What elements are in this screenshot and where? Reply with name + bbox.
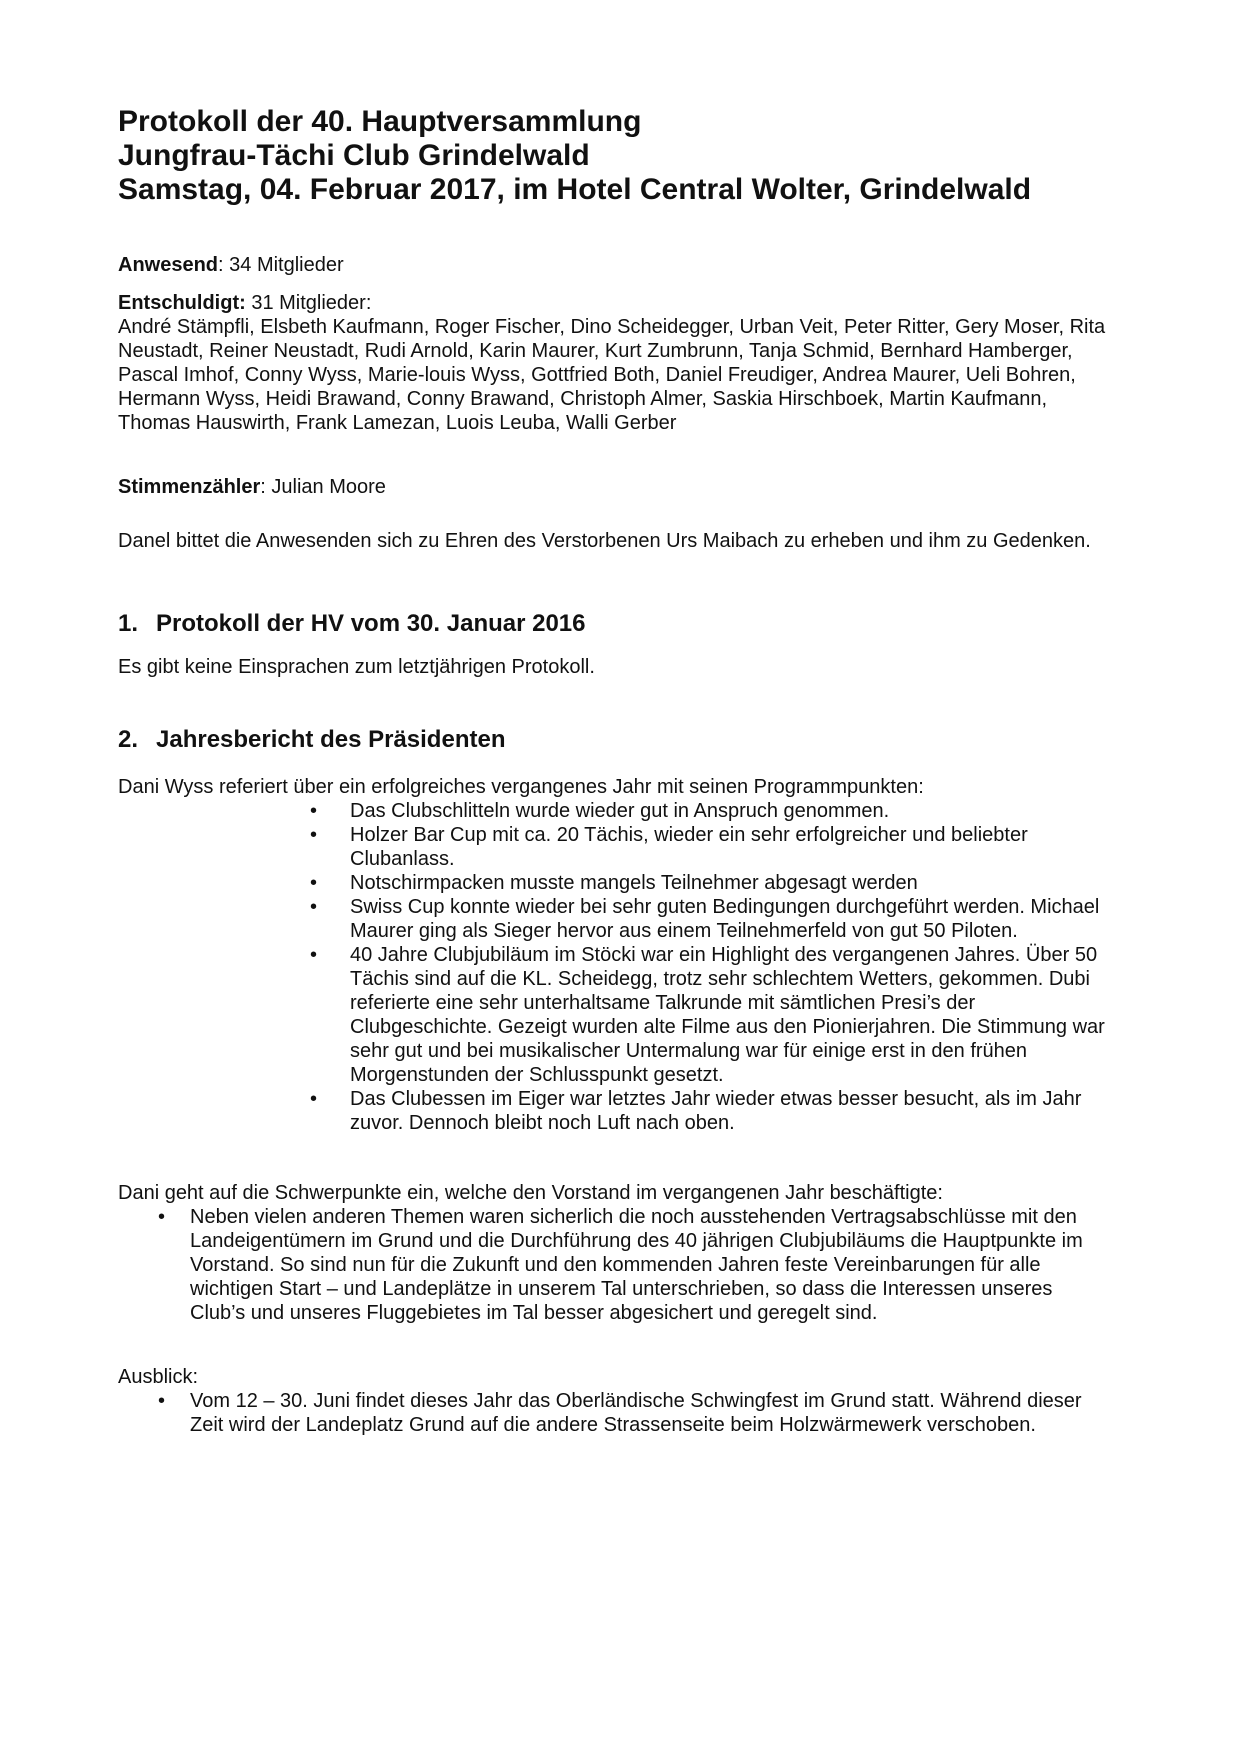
title-line-2: Jungfrau-Tächi Club Grindelwald <box>118 139 590 172</box>
title-line-1: Protokoll der 40. Hauptversammlung <box>118 105 642 138</box>
list-item: • Das Clubschlitteln wurde wieder gut in Anspruch genommen. <box>310 799 1109 823</box>
outlook-list <box>158 1389 1109 1437</box>
focus-intro: Dani geht auf die Schwerpunkte ein, welche den Vorstand im vergangenen Jahr beschäftigte: <box>118 1182 943 1204</box>
section-1-number: 1. <box>118 610 139 637</box>
list-item: • 40 Jahre Clubjubiläum im Stöcki war ein Highlight des vergangenen Jahres. Über 50 Tächis sind auf die KL. Scheidegg, trotz sehr schlechtem Wetters, gekommen. Dubi referierte eine sehr unterhaltsame Talkrunde mit sämtlichen Presi’s der Clubgeschichte. Gezeigt wurden alte Filme aus den Pionierjahren. Die Stimmung war sehr gut und bei musikalischer Untermalung war für einige erst in den frühen Morgenstunden der Schlusspunkt gesetzt. <box>310 943 1109 1087</box>
vote-counter-line <box>118 475 1109 499</box>
excused-line <box>118 291 1109 315</box>
section-2-title: Jahresbericht des Präsidenten <box>156 726 506 753</box>
section-2-heading <box>118 725 1109 755</box>
section-1-title: Protokoll der HV vom 30. Januar 2016 <box>156 610 586 637</box>
present-line <box>118 253 1109 277</box>
present-value: : 34 Mitglieder <box>218 254 344 276</box>
list-item: • Holzer Bar Cup mit ca. 20 Tächis, wieder ein sehr erfolgreicher und beliebter Clubanlass. <box>310 823 1109 871</box>
list-item: • Vom 12 – 30. Juni findet dieses Jahr das Oberländische Schwingfest im Grund statt. Während dieser Zeit wird der Landeplatz Grund auf die andere Strassenseite beim Holzwärmewerk verschoben. <box>158 1389 1109 1437</box>
excused-value: 31 Mitglieder: <box>245 292 372 314</box>
program-list <box>310 799 1109 1135</box>
outlook-label: Ausblick: <box>118 1366 199 1388</box>
focus-list <box>158 1205 1109 1325</box>
memorial-paragraph: Danel bittet die Anwesenden sich zu Ehren des Verstorbenen Urs Maibach zu erheben und ihm zu Gedenken. <box>118 530 1091 552</box>
vote-counter-label: Stimmenzähler <box>118 476 261 498</box>
vote-counter-value: : Julian Moore <box>260 476 386 498</box>
list-item: • Neben vielen anderen Themen waren sicherlich die noch ausstehenden Vertragsabschlüsse mit den Landeigentümern im Grund und die Durchführung des 40 jährigen Clubjubiläums die Hauptpunkte im Vorstand. So sind nun für die Zukunft und den kommenden Jahren feste Vereinbarungen für alle wichtigen Start – und Landeplätze in unserem Tal unterschrieben, so dass die Interessen unseres Club’s und unseres Fluggebietes im Tal besser abgesichert und geregelt sind. <box>158 1205 1109 1325</box>
excused-label: Entschuldigt: <box>118 292 246 314</box>
list-item: • Notschirmpacken musste mangels Teilnehmer abgesagt werden <box>310 871 1109 895</box>
present-label: Anwesend <box>118 254 219 276</box>
section-2-intro: Dani Wyss referiert über ein erfolgreiches vergangenes Jahr mit seinen Programmpunkten: <box>118 776 924 798</box>
section-1-heading <box>118 609 1109 639</box>
document-title <box>118 105 1109 207</box>
section-1-text: Es gibt keine Einsprachen zum letztjährigen Protokoll. <box>118 656 595 678</box>
title-line-3: Samstag, 04. Februar 2017, im Hotel Central Wolter, Grindelwald <box>118 173 1032 206</box>
list-item: • Swiss Cup konnte wieder bei sehr guten Bedingungen durchgeführt werden. Michael Maurer ging als Sieger hervor aus einem Teilnehmerfeld von gut 50 Piloten. <box>310 895 1109 943</box>
section-2-number: 2. <box>118 726 139 753</box>
list-item: • Das Clubessen im Eiger war letztes Jahr wieder etwas besser besucht, als im Jahr zuvor. Dennoch bleibt noch Luft nach oben. <box>310 1087 1109 1135</box>
excused-names: André Stämpfli, Elsbeth Kaufmann, Roger Fischer, Dino Scheidegger, Urban Veit, Peter Ritter, Gery Moser, Rita Neustadt, Reiner Neustadt, Rudi Arnold, Karin Maurer, Kurt Zumbrunn, Tanja Schmid, Bernhard Hamberger, Pascal Imhof, Conny Wyss, Marie-louis Wyss, Gottfried Both, Daniel Freudiger, Andrea Maurer, Ueli Bohren, Hermann Wyss, Heidi Brawand, Conny Brawand, Christoph Almer, Saskia Hirschboek, Martin Kaufmann, Thomas Hauswirth, Frank Lamezan, Luois Leuba, Walli Gerber <box>118 316 1106 434</box>
